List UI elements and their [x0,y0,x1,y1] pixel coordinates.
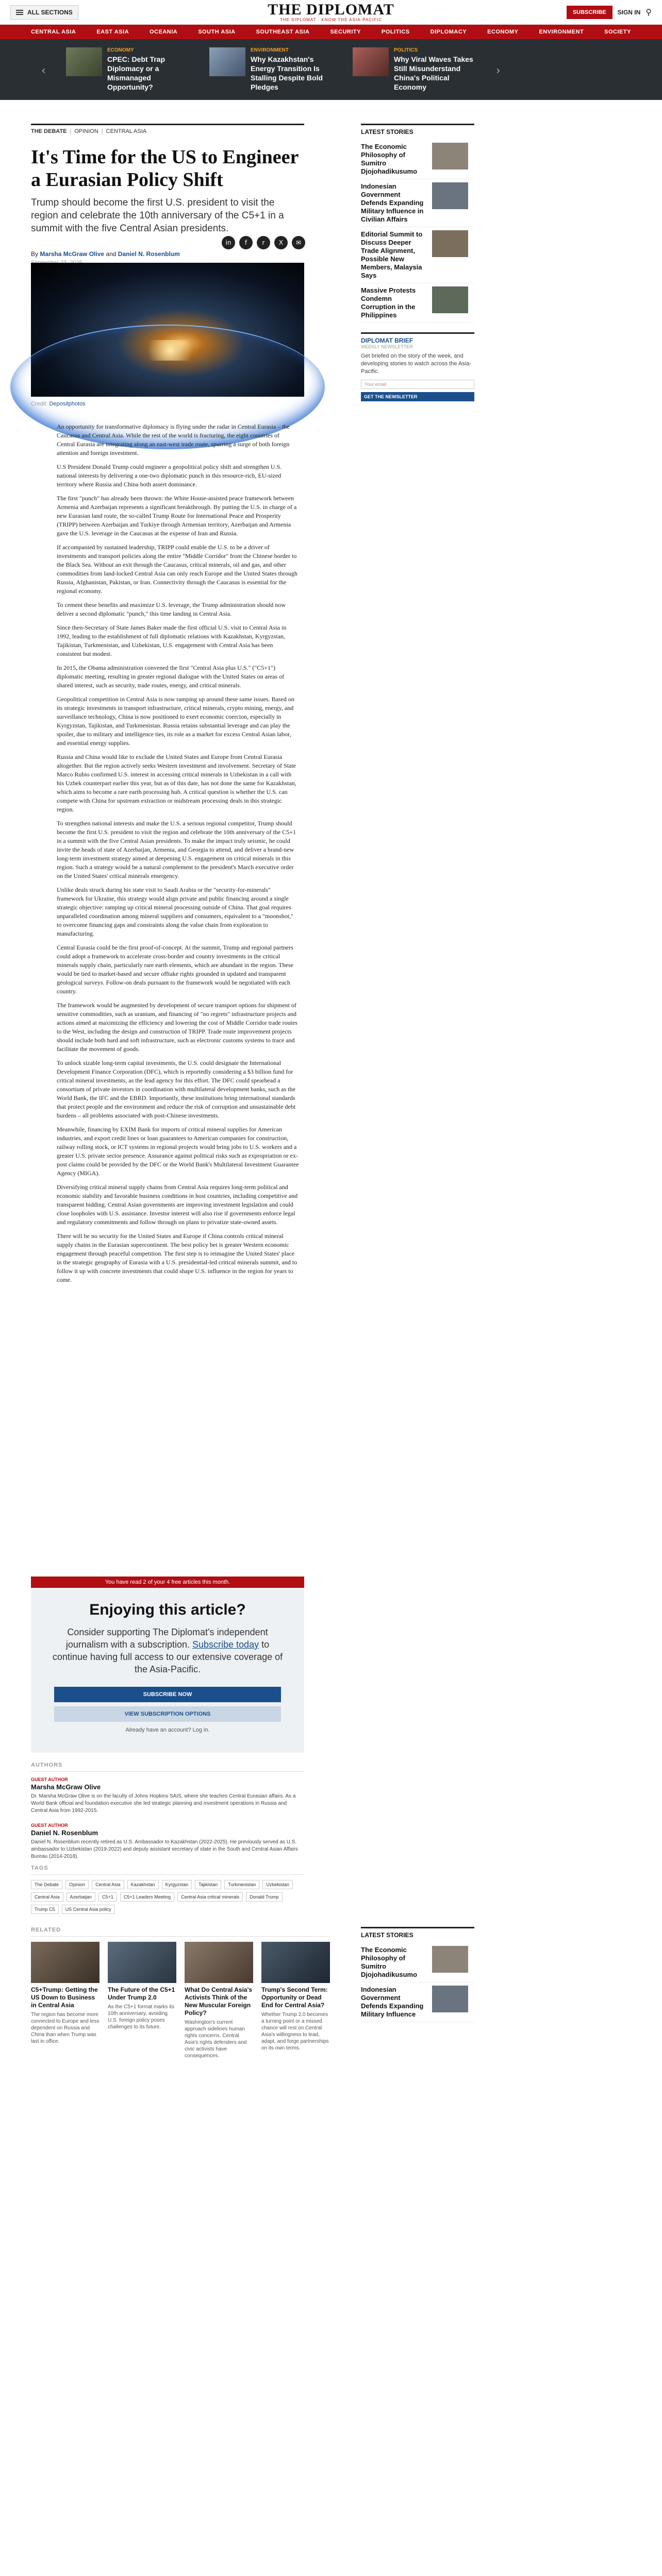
tag[interactable]: Central Asia critical minerals [177,1892,243,1902]
sidebar-bottom [361,1927,474,2022]
promo-section: POLITICS [394,47,418,53]
paragraph: The first "punch" has already been thrown: the White House-assisted peace framework between Armenia and Azerbaijan represents a significant breakthrough. By putting the U.S. in charge of a new Eurasian land route, the so-called Trump Route for International Peace and Prosperity (TRIPP) between Azerbaijan and Turkiye through Armenian territory, Azerbaijan and Armenia gave the U.S. leverage in the Caucasus at the expense of Iran and Russia. [57,495,297,537]
latest-story[interactable] [361,1943,474,1982]
latest-story[interactable] [361,283,474,323]
author-link[interactable]: Daniel N. Rosenblum [118,250,180,258]
author-name[interactable]: Daniel N. Rosenblum [31,1829,98,1837]
authors-heading: AUTHORS [31,1762,304,1772]
newsletter-title: DIPLOMAT BRIEF [361,337,413,344]
view-options-button[interactable]: VIEW SUBSCRIPTION OPTIONS [54,1706,281,1722]
tags-section [31,1865,304,1914]
related-summary: Whether Trump 2.0 becomes a turning point or a missed chance will rest on Central Asia's willingness to lead, adapt, and forge partnerships on its own terms. [261,2012,329,2051]
author-name[interactable]: Marsha McGraw Olive [31,1783,101,1791]
subscribe-now-button[interactable]: SUBSCRIBE NOW [54,1687,281,1702]
authors-section [31,1762,304,1869]
facebook-icon[interactable]: f [239,236,253,249]
email-icon[interactable]: ✉ [292,236,305,249]
paragraph: If accompanied by sustained leadership, TRIPP could enable the U.S. to be a driver of investments and transport policies along the entire "Middle Corridor" from the Chinese border to the Black Sea. Without an exit through the Caucasus, critical minerals, oil and gas, and other commodities from land-locked Central Asia can only reach Europe and the United States through Russia, Afghanistan, Pakistan, or Iran. Connectivity through the Caucasus is essential for the regional economy. [57,544,297,595]
latest-heading: LATEST STORIES [361,1927,474,1939]
paragraph: To cement these benefits and maximize U.S. leverage, the Trump administration should now deliver a second diplomatic "punch," this time landing in Central Asia. [57,601,286,617]
tag[interactable]: Kyrgyzstan [162,1880,192,1889]
author-label: GUEST AUTHOR [31,1777,68,1782]
linkedin-icon[interactable]: in [222,236,235,249]
related-title: C5+Trump: Getting the US Down to Business in Central Asia [31,1986,98,2009]
paywall-text [52,1626,284,1675]
chevron-right-icon[interactable]: › [496,64,501,77]
credit-label: Credit: [31,401,48,407]
article-title: It's Time for the US to Engineer a Eurasian Policy Shift [31,146,299,191]
tag[interactable]: Turkmenistan [224,1880,259,1889]
tag[interactable]: Kazakhstan [127,1880,159,1889]
related-heading: RELATED [31,1927,330,1937]
related-thumbnail [185,1942,253,1983]
paywall-box [31,1588,304,1753]
related-summary: As the C5+1 format marks its 10th anniversary, avoiding U.S. foreign policy poses challenges to its future. [108,2004,175,2030]
promo-section: ENVIRONMENT [251,47,289,53]
paragraph: Diversifying critical mineral supply chains from Central Asia requires long-term political and economic stability and favorable business conditions in host countries, including competitive and transparent bidding. Central Asian governments are improving investment legislation and could close loopholes with U.S. assistance. Investor interest will also rise if governments enforce legal and regulatory commitments and follow through on plans to privatize state-owned assets. [57,1183,298,1226]
promo-title: Why Kazakhstan's Energy Transition Is Stalling Despite Bold Pledges [251,55,323,91]
tags-heading: TAGS [31,1865,304,1875]
related-title: What Do Central Asia's Activists Think of the New Muscular Foreign Policy? [185,1986,253,2016]
latest-story-title: Massive Protests Condemn Corruption in the Philippines [361,286,416,319]
newsletter-submit-button[interactable]: GET THE NEWSLETTER [361,392,474,401]
byline-prefix: By [31,250,39,258]
paragraph: An opportunity for transformative diplomacy is flying under the radar in Central Eurasia – the Caucasus and Central Asia. While the rest of the world is fracturing, the eight countries of Central Eurasia are integrating along an east-west trade route, spurring a surge of both foreign attention and foreign investment. [57,423,290,456]
related-thumbnail [31,1942,100,1983]
nav-item[interactable]: OCEANIA [149,29,178,35]
latest-story-title: Editorial Summit to Discuss Deeper Trade Alignment, Possible New Members, Malaysia Says [361,230,423,279]
related-summary: The region has become more connected to Europe and less dependent on Russia and China than when Trump was last in office. [31,2012,100,2044]
latest-story-thumbnail [432,1986,468,2012]
tag[interactable]: C5+1 Leaders Meeting [120,1892,174,1902]
tag[interactable]: Azerbaijan [67,1892,96,1902]
logo-tagline: THE DIPLOMAT · KNOW THE ASIA-PACIFIC [279,18,383,22]
related-card[interactable] [261,1942,330,2059]
tag[interactable]: Uzbekistan [262,1880,293,1889]
logo-text: THE DIPLOMAT [268,1,394,18]
nav-item[interactable]: ECONOMY [487,29,519,35]
byline [31,250,304,258]
author-bio: Dr. Marsha McGraw Olive is on the faculty of Johns Hopkins SAIS, where she teaches Central Eurasian affairs. As a World Bank official and foundation executive she led strategic planning and investment operations in Russia and Central Asia from 1992-2015. [31,1793,296,1814]
all-sections-label: ALL SECTIONS [27,8,73,16]
tag[interactable]: Central Asia [31,1892,63,1902]
tag[interactable]: Trump C5 [31,1905,59,1914]
paragraph: The framework would be augmented by development of secure transport options for shipment of sensitive commodities, such as uranium, and financing of "no regrets" infrastructure projects and actions aimed at maximizing the efficiency and lowering the cost of Middle Corridor trade routes to the West, including the design and construction of TRIPP. Trade route improvement projects should include both hard and soft infrastructure, such as electronic customs systems to trace and facilitate the movement of goods. [57,1002,297,1053]
paragraph: There will be no security for the United States and Europe if China controls critical mineral supply chains in the Eurasian supercontinent. The best policy bet is greater Western economic engagement through peaceful competition. The first step is to reimagine the United States' place in the strategic geography of Eurasia with a U.S. presidential-led critical minerals summit, and to follow it up with concrete investments that could shape U.S. influence in the region for years to come. [57,1232,297,1283]
nav-item[interactable]: SOCIETY [604,29,631,35]
latest-story-thumbnail [432,1946,468,1973]
sign-in-link[interactable]: SIGN IN [617,8,641,16]
nav-item[interactable]: ENVIRONMENT [539,29,584,35]
reddit-icon[interactable]: r [257,236,270,249]
all-sections-button[interactable] [10,5,78,20]
breadcrumb-region[interactable]: CENTRAL ASIA [106,128,147,134]
login-prompt[interactable]: Already have an account? Log in. [125,1727,210,1733]
latest-heading: LATEST STORIES [361,124,474,135]
paywall-text-1: Consider supporting The Diplomat's independent journalism with a subscription. [65,1627,268,1650]
byline-and: and [106,250,117,258]
latest-story-thumbnail [432,143,468,170]
main-nav [0,25,662,39]
latest-story[interactable] [361,227,474,283]
promo-thumbnail [209,47,245,76]
latest-story[interactable] [361,1982,474,2022]
paragraph: Unlike deals struck during his state visit to Saudi Arabia or the "security-for-minerals" framework for Ukraine, this strategy would align private and public financing around a single strategic objective: ramping up critical mineral processing outside of China. That goal requires unparalleled coordination among mineral suppliers and consumers, equivalent to a "moonshot," to overcome financing gaps and constraints along the value chain from exploration to manufacturing. [57,886,294,937]
article-dek: Trump should become the first U.S. president to visit the region and celebrate the 10th anniversary of the C5+1 in a summit with the five Central Asian presidents. [31,197,284,234]
breadcrumb: THE DEBATE | OPINION | CENTRAL ASIA [31,124,304,134]
paywall-title: Enjoying this article? [89,1601,246,1618]
latest-story-title: The Economic Philosophy of Sumitro Djojohadikusumo [361,1946,418,1978]
chevron-left-icon[interactable]: ‹ [41,64,46,77]
article-body [57,422,299,1290]
newsletter-email-input[interactable]: Your email [361,380,474,389]
promo-thumbnail [66,47,102,76]
related-card[interactable] [185,1942,253,2059]
promo-title: Why Viral Waves Takes Still Misunderstand China's Political Economy [394,55,473,91]
latest-story-thumbnail [432,230,468,257]
tag[interactable]: C5+1 [98,1892,117,1902]
top-bar [0,0,662,25]
sidebar [361,124,474,401]
tag[interactable]: Central Asia [92,1880,124,1889]
promo-title: CPEC: Debt Trap Diplomacy or a Mismanaged Opportunity? [107,55,166,91]
related-card[interactable] [108,1942,176,2059]
subscribe-today-link[interactable]: Subscribe today [192,1639,259,1650]
paragraph: To unlock sizable long-term capital investments, the U.S. could designate the International Development Finance Corporation (DFC), which is reportedly considering a $3 billion fund for critical mineral investments, as the lead agency for this effort. The DFC could spearhead a consortium of private investors in coordination with multilateral development banks, such as the World Bank, the IFC and the EBRD. Importantly, these institutions bring international standards that protect people and the environment and reduce the risk of corruption and unsustainable debt burdens – all problems associated with post-Chinese investments. [57,1059,296,1119]
author-card [31,1823,304,1860]
article-meter: You have read 2 of your 4 free articles this month. [31,1577,304,1588]
related-section [31,1927,330,2059]
newsletter-subtitle: WEEKLY NEWSLETTER [361,344,413,349]
author-bio: Daniel N. Rosenblum recently retired as U.S. Ambassador to Kazakhstan (2022-2025). He previously served as U.S. ambassador to Uzbekistan (2019-2022) and deputy assistant secretary of state in the South and Central Asian Affairs Bureau (2014-2018). [31,1839,298,1859]
newsletter-text: Get briefed on the story of the week, and developing stories to watch across the Asia-Pacific. [361,353,472,375]
related-title: Trump's Second Term: Opportunity or Dead End for Central Asia? [261,1986,328,2009]
breadcrumb-section[interactable]: THE DEBATE [31,128,67,134]
nav-item[interactable]: EAST ASIA [96,29,129,35]
paragraph: Geopolitical competition in Central Asia is now ramping up around these same issues. Based on its strategic investments in transport infrastructure, critical minerals, crypto mining, energy, and surveillance technology, China is now positioned to exert economic coercion, especially in Kyrgyzstan, Tajikistan, and Turkmenistan. Russia retains substantial leverage and can play the spoiler, due to military and intelligence ties, its role as a market for excess Central Asian labor, and essential energy supplies. [57,696,294,747]
paragraph: To strengthen national interests and make the U.S. a serious regional competitor, Trump should become the first U.S. president to visit the region and celebrate the 10th anniversary of the C5+1 in a summit with the five Central Asian presidents. To make the impact truly seismic, he could invite the heads of state of Azerbaijan, Armenia, and Georgia to attend, and deliver a brand-new long-term investment strategy aimed at deepening U.S. engagement on critical minerals in this region. Such a strategy would be a natural complement to the president's March executive order on the United States' critical minerals emergency. [57,820,296,879]
promo-thumbnail [353,47,389,76]
site-logo[interactable] [268,2,394,22]
latest-story[interactable] [361,140,474,179]
nav-item[interactable]: SOUTH ASIA [198,29,236,35]
tag[interactable]: Donald Trump [246,1892,283,1902]
nav-item[interactable]: SOUTHEAST ASIA [256,29,310,35]
search-icon[interactable]: ⚲ [646,8,652,17]
latest-story-thumbnail [432,182,468,209]
promo-card[interactable] [209,47,338,92]
paragraph: Russia and China would like to exclude the United States and Europe from Central Eurasia altogether. But the region actively seeks Western investment and involvement. Secretary of State Marco Rubio confirmed U.S. interest in accessing critical minerals in Uzbekistan in a call with his Uzbek counterpart earlier this year, but as of this date, has not done the same for Kazakhstan, which aims to become a rare earth processing hub. A critical question is whether the U.S. can compete with China for upstream extraction or midstream processing deals in this strategic region. [57,753,296,813]
promo-section: ECONOMY [107,47,134,53]
nav-item[interactable]: DIPLOMACY [430,29,467,35]
menu-icon [16,10,23,15]
paragraph: In 2015, the Obama administration convened the first "Central Asia plus U.S." ("C5+1") diplomatic meeting, resulting in greater regional dialogue with the United States on areas of shared interest, such as security, trade routes, energy, and critical minerals. [57,664,285,689]
latest-story-thumbnail [432,286,468,313]
hero-image [31,263,304,397]
tag[interactable]: Tajikistan [195,1880,221,1889]
related-thumbnail [261,1942,330,1983]
nav-item[interactable]: SECURITY [330,29,361,35]
tag[interactable]: Opinion [65,1880,89,1889]
tag[interactable]: US Central Asia policy [62,1905,115,1914]
related-summary: Washington's current approach sidelines human rights concerns. Central Asia's rights defenders and civic activists have consequences. [185,2020,247,2059]
latest-story-title: The Economic Philosophy of Sumitro Djojohadikusumo [361,143,418,175]
nav-item[interactable]: POLITICS [381,29,410,35]
newsletter-box [361,332,474,401]
promo-card[interactable] [66,47,195,92]
author-label: GUEST AUTHOR [31,1823,68,1828]
author-card [31,1777,304,1815]
related-title: The Future of the C5+1 Under Trump 2.0 [108,1986,175,2001]
related-thumbnail [108,1942,176,1983]
latest-story-title: Indonesian Government Defends Expanding Military Influence in Civilian Affairs [361,182,424,223]
credit-link[interactable]: Depositphotos [49,401,86,407]
x-icon[interactable]: X [274,236,288,249]
paragraph: Since then-Secretary of State James Baker made the first official U.S. visit to Central Asia in 1992, leading to the establishment of full diplomatic relations with Kazakhstan, Kyrgyzstan, Tajikistan, Turkmenistan, and Uzbekistan, U.S. engagement with Central Asia has been consistent but modest. [57,624,287,657]
paragraph: Meanwhile, financing by EXIM Bank for imports of critical mineral supplies for American industries, and export credit lines or loan guarantees to American companies for construction, railway rolling stock, or ICT systems in regional projects would bring jobs to U.S. workers and a greater U.S. private sector presence. Assurance against political risks such as expropriation or ex-post claims could be provided by the DFC or the World Bank's Multilateral Investment Guarantee Agency (MIGA). [57,1126,299,1177]
paragraph: Central Eurasia could be the first proof-of-concept. At the summit, Trump and regional partners could adopt a framework to accelerate cross-border and country investments in the critical minerals supply chain, particularly rare earth elements, which are abundant in the region. These would be tied to market-based and secure offtake rights grounded in updated and transparent geological surveys. Follow-on deals pursuant to the framework would be negotiated with each country. [57,944,293,995]
tag[interactable]: The Debate [31,1880,62,1889]
subscribe-button[interactable]: SUBSCRIBE [567,6,613,19]
latest-story[interactable] [361,179,474,227]
paragraph: U.S President Donald Trump could engineer a geopolitical policy shift and strengthen U.S. national interests by delivering a one-two diplomatic punch in this resource-rich, EU-sized territory where Russia and China both assert dominance. [57,463,282,488]
author-link[interactable]: Marsha McGraw Olive [40,250,105,258]
breadcrumb-type[interactable]: OPINION [74,128,98,134]
image-credit [31,401,86,407]
promo-card[interactable] [353,47,482,92]
nav-item[interactable]: CENTRAL ASIA [31,29,76,35]
latest-story-title: Indonesian Government Defends Expanding Military Influence [361,1986,424,2018]
paywall-text-2: to continue having full access to our extensive coverage of the Asia-Pacific. [52,1639,283,1674]
related-card[interactable] [31,1942,100,2059]
promo-strip [0,39,662,100]
